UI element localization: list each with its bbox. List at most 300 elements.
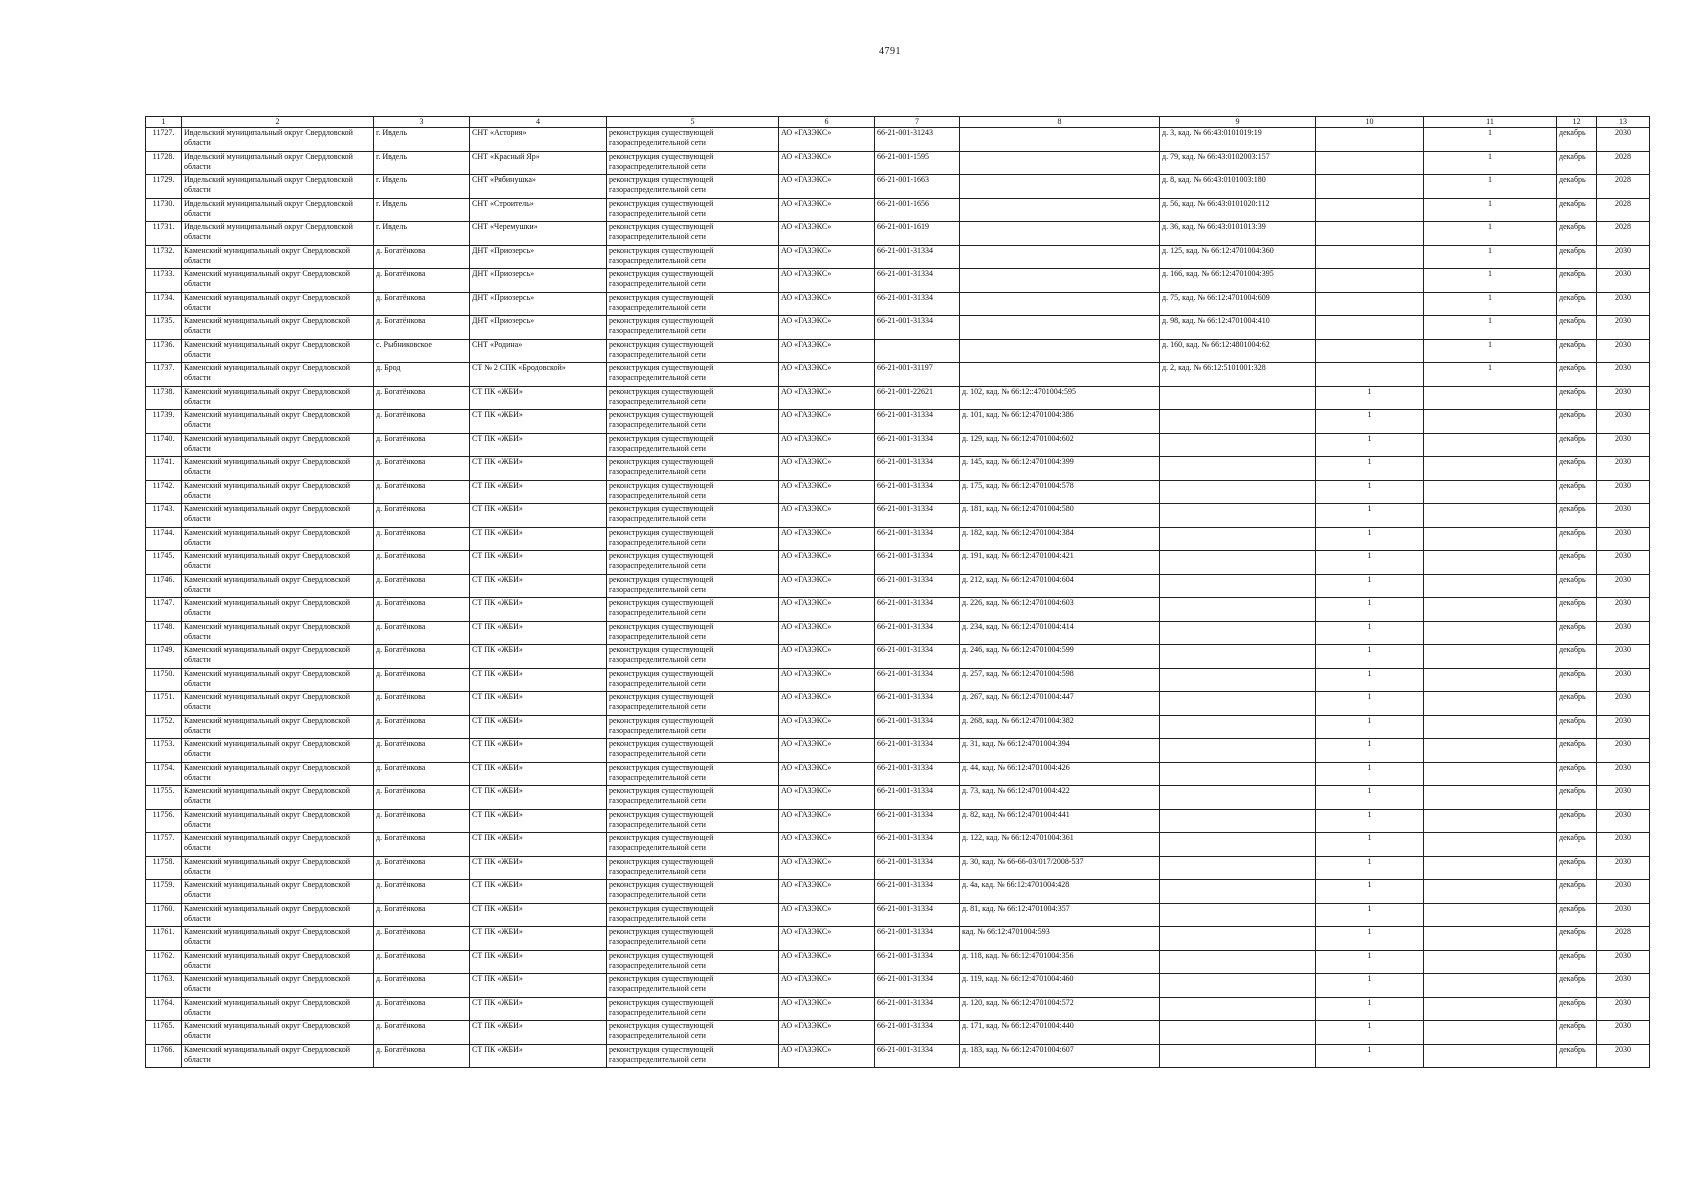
- organization-cell: АО «ГАЗЭКС»: [779, 692, 875, 716]
- work-type-cell: реконструкция существующей газораспределительной сети: [607, 927, 779, 951]
- table-row: [146, 950, 1650, 974]
- network-code-cell: 66-21-001-31334: [875, 551, 960, 575]
- network-code-cell: 66-21-001-31334: [875, 1021, 960, 1045]
- organization-cell: АО «ГАЗЭКС»: [779, 856, 875, 880]
- month-cell: декабрь: [1557, 1044, 1597, 1068]
- count-cell: 1: [1424, 292, 1557, 316]
- count-cell: [1424, 621, 1557, 645]
- row-number: 11733.: [146, 269, 182, 293]
- year-cell: 2028: [1597, 198, 1650, 222]
- locality-cell: с. Рыбниковское: [374, 339, 470, 363]
- network-code-cell: 66-21-001-31334: [875, 903, 960, 927]
- count-cell: 1: [1316, 574, 1424, 598]
- network-code-cell: 66-21-001-31334: [875, 833, 960, 857]
- year-cell: 2030: [1597, 128, 1650, 152]
- year-cell: 2030: [1597, 715, 1650, 739]
- work-type-cell: реконструкция существующей газораспределительной сети: [607, 175, 779, 199]
- row-number: 11751.: [146, 692, 182, 716]
- table-row: [146, 1021, 1650, 1045]
- address-cell: [1160, 927, 1316, 951]
- row-number: 11727.: [146, 128, 182, 152]
- row-number: 11765.: [146, 1021, 182, 1045]
- district-cell: Ивдельский муниципальный округ Свердловской области: [182, 128, 374, 152]
- year-cell: 2030: [1597, 809, 1650, 833]
- month-cell: декабрь: [1557, 786, 1597, 810]
- address-cell: д. 246, кад. № 66:12:4701004:599: [960, 645, 1160, 669]
- table-row: [146, 316, 1650, 340]
- address-cell: д. 79, кад. № 66:43:0102003:157: [1160, 151, 1316, 175]
- locality-cell: г. Ивдель: [374, 198, 470, 222]
- month-cell: декабрь: [1557, 269, 1597, 293]
- month-cell: декабрь: [1557, 551, 1597, 575]
- count-cell: [1424, 410, 1557, 434]
- locality-cell: д. Богатёнкова: [374, 645, 470, 669]
- count-cell: [1316, 151, 1424, 175]
- count-cell: [1424, 504, 1557, 528]
- count-cell: 1: [1316, 504, 1424, 528]
- count-cell: [1424, 1021, 1557, 1045]
- address-cell: [960, 222, 1160, 246]
- year-cell: 2030: [1597, 504, 1650, 528]
- year-cell: 2030: [1597, 316, 1650, 340]
- month-cell: декабрь: [1557, 739, 1597, 763]
- count-cell: [1424, 715, 1557, 739]
- count-cell: 1: [1316, 457, 1424, 481]
- organization-cell: АО «ГАЗЭКС»: [779, 480, 875, 504]
- count-cell: 1: [1316, 715, 1424, 739]
- network-code-cell: 66-21-001-31334: [875, 880, 960, 904]
- count-cell: 1: [1316, 880, 1424, 904]
- organization-cell: АО «ГАЗЭКС»: [779, 433, 875, 457]
- network-code-cell: 66-21-001-31334: [875, 645, 960, 669]
- year-cell: 2028: [1597, 175, 1650, 199]
- column-header: 5: [607, 117, 779, 128]
- organization-cell: АО «ГАЗЭКС»: [779, 527, 875, 551]
- address-cell: д. 101, кад. № 66:12:4701004:386: [960, 410, 1160, 434]
- count-cell: [1424, 574, 1557, 598]
- row-number: 11754.: [146, 762, 182, 786]
- count-cell: [1424, 457, 1557, 481]
- table-row: [146, 715, 1650, 739]
- year-cell: 2030: [1597, 410, 1650, 434]
- network-code-cell: 66-21-001-31334: [875, 245, 960, 269]
- table-row: [146, 128, 1650, 152]
- work-type-cell: реконструкция существующей газораспределительной сети: [607, 292, 779, 316]
- count-cell: [1316, 316, 1424, 340]
- work-type-cell: реконструкция существующей газораспределительной сети: [607, 457, 779, 481]
- row-number: 11729.: [146, 175, 182, 199]
- row-number: 11732.: [146, 245, 182, 269]
- count-cell: [1316, 269, 1424, 293]
- column-header: 11: [1424, 117, 1557, 128]
- row-number: 11746.: [146, 574, 182, 598]
- address-cell: д. 8, кад. № 66:43:0101003:180: [1160, 175, 1316, 199]
- object-cell: СНТ «Рябинушка»: [470, 175, 607, 199]
- network-code-cell: 66-21-001-31334: [875, 316, 960, 340]
- address-cell: д. 226, кад. № 66:12:4701004:603: [960, 598, 1160, 622]
- organization-cell: АО «ГАЗЭКС»: [779, 927, 875, 951]
- address-cell: д. 166, кад. № 66:12:4701004:395: [1160, 269, 1316, 293]
- work-type-cell: реконструкция существующей газораспределительной сети: [607, 809, 779, 833]
- address-cell: кад. № 66:12:4701004:593: [960, 927, 1160, 951]
- year-cell: 2030: [1597, 457, 1650, 481]
- table-row: [146, 974, 1650, 998]
- count-cell: [1424, 1044, 1557, 1068]
- address-cell: [1160, 668, 1316, 692]
- row-number: 11749.: [146, 645, 182, 669]
- organization-cell: АО «ГАЗЭКС»: [779, 269, 875, 293]
- table-row: [146, 222, 1650, 246]
- row-number: 11728.: [146, 151, 182, 175]
- address-cell: [1160, 1044, 1316, 1068]
- network-code-cell: 66-21-001-1656: [875, 198, 960, 222]
- row-number: 11740.: [146, 433, 182, 457]
- count-cell: 1: [1316, 997, 1424, 1021]
- work-type-cell: реконструкция существующей газораспределительной сети: [607, 128, 779, 152]
- count-cell: 1: [1316, 1044, 1424, 1068]
- month-cell: декабрь: [1557, 363, 1597, 387]
- district-cell: Каменский муниципальный округ Свердловской области: [182, 598, 374, 622]
- locality-cell: д. Богатёнкова: [374, 903, 470, 927]
- table-row: [146, 363, 1650, 387]
- address-cell: [1160, 386, 1316, 410]
- address-cell: [960, 245, 1160, 269]
- row-number: 11758.: [146, 856, 182, 880]
- year-cell: 2030: [1597, 880, 1650, 904]
- row-number: 11766.: [146, 1044, 182, 1068]
- row-number: 11757.: [146, 833, 182, 857]
- year-cell: 2030: [1597, 950, 1650, 974]
- row-number: 11738.: [146, 386, 182, 410]
- count-cell: 1: [1316, 598, 1424, 622]
- district-cell: Каменский муниципальный округ Свердловской области: [182, 245, 374, 269]
- work-type-cell: реконструкция существующей газораспределительной сети: [607, 903, 779, 927]
- network-code-cell: 66-21-001-31334: [875, 668, 960, 692]
- district-cell: Каменский муниципальный округ Свердловской области: [182, 903, 374, 927]
- address-cell: [1160, 809, 1316, 833]
- count-cell: [1424, 927, 1557, 951]
- count-cell: [1316, 245, 1424, 269]
- year-cell: 2030: [1597, 903, 1650, 927]
- network-code-cell: 66-21-001-31334: [875, 504, 960, 528]
- count-cell: [1424, 762, 1557, 786]
- year-cell: 2030: [1597, 574, 1650, 598]
- month-cell: декабрь: [1557, 950, 1597, 974]
- address-cell: [1160, 1021, 1316, 1045]
- locality-cell: д. Богатёнкова: [374, 245, 470, 269]
- work-type-cell: реконструкция существующей газораспределительной сети: [607, 551, 779, 575]
- count-cell: 1: [1316, 433, 1424, 457]
- address-cell: д. 102, кад. № 66:12::4701004:595: [960, 386, 1160, 410]
- header-row: [146, 117, 1650, 128]
- count-cell: [1316, 128, 1424, 152]
- object-cell: СТ ПК «ЖБИ»: [470, 715, 607, 739]
- work-type-cell: реконструкция существующей газораспределительной сети: [607, 410, 779, 434]
- address-cell: [1160, 715, 1316, 739]
- work-type-cell: реконструкция существующей газораспределительной сети: [607, 527, 779, 551]
- table-body: [146, 128, 1650, 1068]
- row-number: 11748.: [146, 621, 182, 645]
- address-cell: [1160, 786, 1316, 810]
- object-cell: СТ ПК «ЖБИ»: [470, 574, 607, 598]
- table-row: [146, 786, 1650, 810]
- work-type-cell: реконструкция существующей газораспределительной сети: [607, 363, 779, 387]
- count-cell: 1: [1316, 833, 1424, 857]
- locality-cell: д. Богатёнкова: [374, 433, 470, 457]
- object-cell: СТ ПК «ЖБИ»: [470, 1021, 607, 1045]
- count-cell: 1: [1424, 175, 1557, 199]
- address-cell: [1160, 903, 1316, 927]
- month-cell: декабрь: [1557, 527, 1597, 551]
- year-cell: 2030: [1597, 692, 1650, 716]
- object-cell: СТ ПК «ЖБИ»: [470, 668, 607, 692]
- work-type-cell: реконструкция существующей газораспределительной сети: [607, 950, 779, 974]
- year-cell: 2030: [1597, 1044, 1650, 1068]
- district-cell: Каменский муниципальный округ Свердловской области: [182, 504, 374, 528]
- table-row: [146, 198, 1650, 222]
- count-cell: 1: [1316, 527, 1424, 551]
- table-row: [146, 856, 1650, 880]
- year-cell: 2028: [1597, 927, 1650, 951]
- district-cell: Каменский муниципальный округ Свердловской области: [182, 292, 374, 316]
- district-cell: Каменский муниципальный округ Свердловской области: [182, 833, 374, 857]
- organization-cell: АО «ГАЗЭКС»: [779, 1021, 875, 1045]
- count-cell: [1424, 856, 1557, 880]
- object-cell: СТ ПК «ЖБИ»: [470, 645, 607, 669]
- object-cell: СТ ПК «ЖБИ»: [470, 480, 607, 504]
- organization-cell: АО «ГАЗЭКС»: [779, 504, 875, 528]
- organization-cell: АО «ГАЗЭКС»: [779, 974, 875, 998]
- month-cell: декабрь: [1557, 974, 1597, 998]
- locality-cell: д. Богатёнкова: [374, 527, 470, 551]
- month-cell: декабрь: [1557, 433, 1597, 457]
- month-cell: декабрь: [1557, 668, 1597, 692]
- count-cell: 1: [1424, 222, 1557, 246]
- year-cell: 2030: [1597, 480, 1650, 504]
- address-cell: д. 125, кад. № 66:12:4701004:360: [1160, 245, 1316, 269]
- year-cell: 2028: [1597, 151, 1650, 175]
- table-row: [146, 880, 1650, 904]
- table-row: [146, 833, 1650, 857]
- count-cell: [1424, 433, 1557, 457]
- work-type-cell: реконструкция существующей газораспределительной сети: [607, 762, 779, 786]
- network-code-cell: 66-21-001-1663: [875, 175, 960, 199]
- count-cell: [1424, 880, 1557, 904]
- address-cell: [960, 316, 1160, 340]
- year-cell: 2030: [1597, 386, 1650, 410]
- object-cell: СТ ПК «ЖБИ»: [470, 386, 607, 410]
- network-code-cell: 66-21-001-31334: [875, 598, 960, 622]
- object-cell: СТ ПК «ЖБИ»: [470, 833, 607, 857]
- year-cell: 2030: [1597, 833, 1650, 857]
- column-header: 4: [470, 117, 607, 128]
- address-cell: д. 82, кад. № 66:12:4701004:441: [960, 809, 1160, 833]
- count-cell: 1: [1316, 480, 1424, 504]
- count-cell: 1: [1316, 668, 1424, 692]
- network-code-cell: 66-21-001-31334: [875, 480, 960, 504]
- district-cell: Ивдельский муниципальный округ Свердловской области: [182, 151, 374, 175]
- column-header: 9: [1160, 117, 1316, 128]
- network-code-cell: 66-21-001-31334: [875, 574, 960, 598]
- address-cell: [1160, 974, 1316, 998]
- count-cell: [1424, 786, 1557, 810]
- address-cell: [960, 128, 1160, 152]
- column-header: 1: [146, 117, 182, 128]
- work-type-cell: реконструкция существующей газораспределительной сети: [607, 974, 779, 998]
- year-cell: 2030: [1597, 974, 1650, 998]
- address-cell: д. 181, кад. № 66:12:4701004:580: [960, 504, 1160, 528]
- district-cell: Каменский муниципальный округ Свердловской области: [182, 621, 374, 645]
- count-cell: [1424, 668, 1557, 692]
- table-row: [146, 292, 1650, 316]
- address-cell: [1160, 598, 1316, 622]
- address-cell: д. 36, кад. № 66:43:0101013:39: [1160, 222, 1316, 246]
- count-cell: [1424, 809, 1557, 833]
- count-cell: 1: [1424, 269, 1557, 293]
- year-cell: 2030: [1597, 762, 1650, 786]
- address-cell: [960, 292, 1160, 316]
- table-row: [146, 433, 1650, 457]
- address-cell: [1160, 833, 1316, 857]
- object-cell: СТ ПК «ЖБИ»: [470, 809, 607, 833]
- row-number: 11759.: [146, 880, 182, 904]
- month-cell: декабрь: [1557, 175, 1597, 199]
- address-cell: д. 160, кад. № 66:12:4801004:62: [1160, 339, 1316, 363]
- year-cell: 2030: [1597, 1021, 1650, 1045]
- year-cell: 2030: [1597, 786, 1650, 810]
- count-cell: [1424, 527, 1557, 551]
- object-cell: СТ ПК «ЖБИ»: [470, 433, 607, 457]
- address-cell: д. 175, кад. № 66:12:4701004:578: [960, 480, 1160, 504]
- month-cell: декабрь: [1557, 833, 1597, 857]
- address-cell: д. 81, кад. № 66:12:4701004:357: [960, 903, 1160, 927]
- address-cell: [960, 151, 1160, 175]
- work-type-cell: реконструкция существующей газораспределительной сети: [607, 715, 779, 739]
- row-number: 11763.: [146, 974, 182, 998]
- count-cell: 1: [1424, 245, 1557, 269]
- count-cell: [1424, 903, 1557, 927]
- organization-cell: АО «ГАЗЭКС»: [779, 457, 875, 481]
- organization-cell: АО «ГАЗЭКС»: [779, 880, 875, 904]
- address-cell: д. 98, кад. № 66:12:4701004:410: [1160, 316, 1316, 340]
- district-cell: Каменский муниципальный округ Свердловской области: [182, 880, 374, 904]
- work-type-cell: реконструкция существующей газораспределительной сети: [607, 504, 779, 528]
- organization-cell: АО «ГАЗЭКС»: [779, 175, 875, 199]
- address-cell: д. 212, кад. № 66:12:4701004:604: [960, 574, 1160, 598]
- row-number: 11736.: [146, 339, 182, 363]
- month-cell: декабрь: [1557, 645, 1597, 669]
- count-cell: 1: [1316, 621, 1424, 645]
- locality-cell: д. Богатёнкова: [374, 551, 470, 575]
- count-cell: [1424, 997, 1557, 1021]
- month-cell: декабрь: [1557, 198, 1597, 222]
- network-code-cell: 66-21-001-31334: [875, 527, 960, 551]
- organization-cell: АО «ГАЗЭКС»: [779, 339, 875, 363]
- address-cell: [960, 269, 1160, 293]
- district-cell: Ивдельский муниципальный округ Свердловской области: [182, 198, 374, 222]
- locality-cell: д. Богатёнкова: [374, 997, 470, 1021]
- year-cell: 2030: [1597, 292, 1650, 316]
- address-cell: [1160, 692, 1316, 716]
- network-code-cell: 66-21-001-1595: [875, 151, 960, 175]
- column-header: 13: [1597, 117, 1650, 128]
- month-cell: декабрь: [1557, 997, 1597, 1021]
- count-cell: 1: [1424, 198, 1557, 222]
- address-cell: д. 44, кад. № 66:12:4701004:426: [960, 762, 1160, 786]
- network-code-cell: 66-21-001-31334: [875, 433, 960, 457]
- locality-cell: д. Богатёнкова: [374, 292, 470, 316]
- month-cell: декабрь: [1557, 621, 1597, 645]
- organization-cell: АО «ГАЗЭКС»: [779, 128, 875, 152]
- district-cell: Каменский муниципальный округ Свердловской области: [182, 739, 374, 763]
- count-cell: [1424, 480, 1557, 504]
- row-number: 11753.: [146, 739, 182, 763]
- locality-cell: д. Богатёнкова: [374, 598, 470, 622]
- locality-cell: д. Богатёнкова: [374, 880, 470, 904]
- locality-cell: д. Богатёнкова: [374, 974, 470, 998]
- object-cell: СТ ПК «ЖБИ»: [470, 739, 607, 763]
- object-cell: СТ ПК «ЖБИ»: [470, 621, 607, 645]
- table-row: [146, 504, 1650, 528]
- network-code-cell: 66-21-001-31334: [875, 809, 960, 833]
- organization-cell: АО «ГАЗЭКС»: [779, 551, 875, 575]
- month-cell: декабрь: [1557, 151, 1597, 175]
- count-cell: 1: [1316, 974, 1424, 998]
- district-cell: Каменский муниципальный округ Свердловской области: [182, 692, 374, 716]
- address-cell: д. 257, кад. № 66:12:4701004:598: [960, 668, 1160, 692]
- row-number: 11761.: [146, 927, 182, 951]
- work-type-cell: реконструкция существующей газораспределительной сети: [607, 645, 779, 669]
- count-cell: [1316, 198, 1424, 222]
- object-cell: ДНТ «Приозерсь»: [470, 269, 607, 293]
- count-cell: 1: [1316, 692, 1424, 716]
- object-cell: СНТ «Черемушки»: [470, 222, 607, 246]
- district-cell: Каменский муниципальный округ Свердловской области: [182, 786, 374, 810]
- address-cell: д. 145, кад. № 66:12:4701004:399: [960, 457, 1160, 481]
- organization-cell: АО «ГАЗЭКС»: [779, 997, 875, 1021]
- count-cell: [1316, 175, 1424, 199]
- object-cell: СТ ПК «ЖБИ»: [470, 457, 607, 481]
- organization-cell: АО «ГАЗЭКС»: [779, 950, 875, 974]
- table-row: [146, 739, 1650, 763]
- table-row: [146, 574, 1650, 598]
- count-cell: [1316, 222, 1424, 246]
- count-cell: [1316, 363, 1424, 387]
- column-header: 8: [960, 117, 1160, 128]
- row-number: 11743.: [146, 504, 182, 528]
- work-type-cell: реконструкция существующей газораспределительной сети: [607, 997, 779, 1021]
- address-cell: д. 56, кад. № 66:43:0101020:112: [1160, 198, 1316, 222]
- locality-cell: д. Богатёнкова: [374, 574, 470, 598]
- district-cell: Каменский муниципальный округ Свердловской области: [182, 527, 374, 551]
- address-cell: [1160, 574, 1316, 598]
- network-code-cell: 66-21-001-31334: [875, 692, 960, 716]
- count-cell: [1316, 292, 1424, 316]
- address-cell: д. 122, кад. № 66:12:4701004:361: [960, 833, 1160, 857]
- year-cell: 2030: [1597, 363, 1650, 387]
- row-number: 11750.: [146, 668, 182, 692]
- organization-cell: АО «ГАЗЭКС»: [779, 222, 875, 246]
- month-cell: декабрь: [1557, 504, 1597, 528]
- count-cell: 1: [1424, 363, 1557, 387]
- locality-cell: д. Богатёнкова: [374, 1021, 470, 1045]
- address-cell: [1160, 762, 1316, 786]
- organization-cell: АО «ГАЗЭКС»: [779, 1044, 875, 1068]
- count-cell: 1: [1316, 903, 1424, 927]
- locality-cell: д. Богатёнкова: [374, 410, 470, 434]
- district-cell: Каменский муниципальный округ Свердловской области: [182, 574, 374, 598]
- district-cell: Каменский муниципальный округ Свердловской области: [182, 974, 374, 998]
